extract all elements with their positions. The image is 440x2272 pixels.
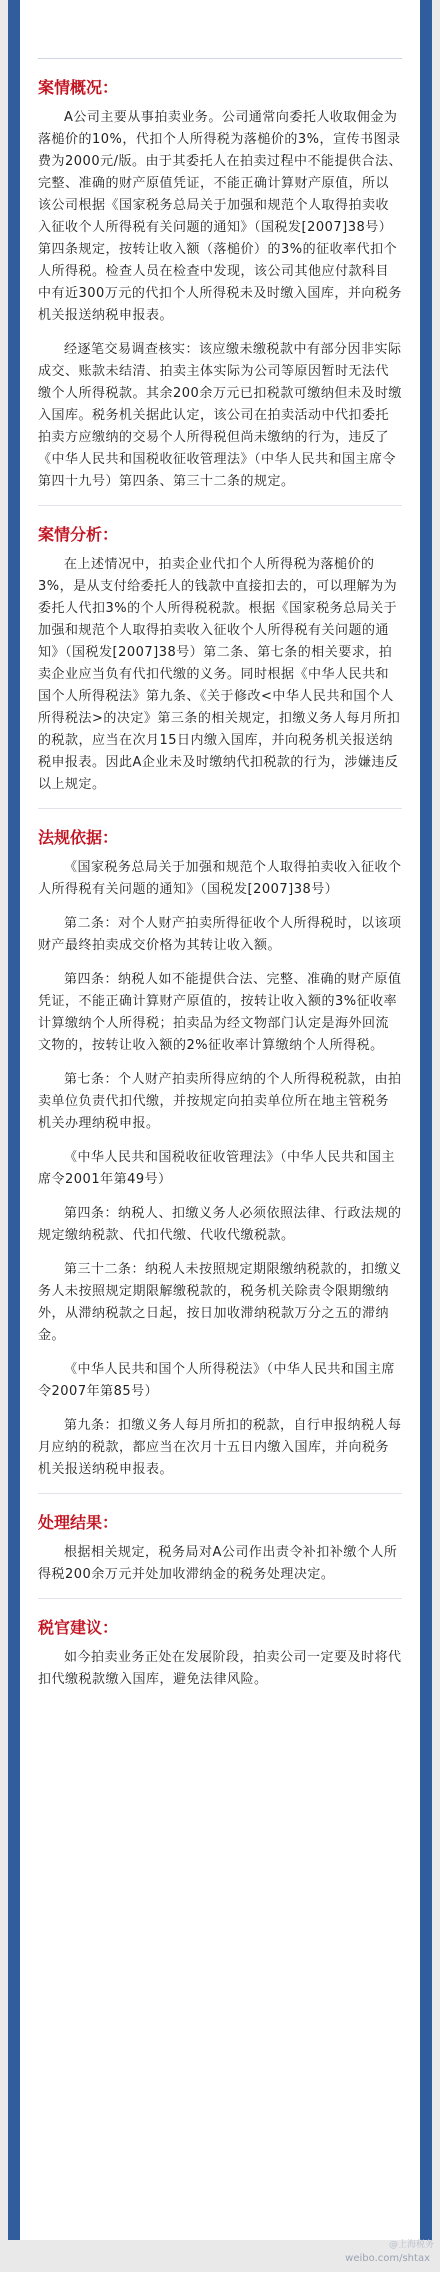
paragraph: 经逐笔交易调查核实：该应缴未缴税款中有部分因非实际成交、账款未结清、拍卖主体实际为公司等原因暂时无法代缴个人所得税款。其余200余万元已扣税款可缴纳但未及时缴入国库。税务机关据此认定，该公司在拍卖活动中代扣委托拍卖方应缴纳的交易个人所得税但尚未缴纳的行为，违反了《中华人民共和国税收征收管理法》（中华人民共和国主席令第四十九号）第四条、第三十二条的规定。 [38, 342, 402, 489]
article-body [38, 58, 402, 2228]
heading-legal-basis: 法规依据： [38, 828, 119, 847]
law-title: 《中华人民共和国税收征收管理法》（中华人民共和国主席令2001年第49号） [38, 1150, 396, 1187]
watermark-url: weibo.com/shtax [345, 2253, 430, 2264]
section-case-overview [38, 77, 402, 493]
divider [38, 1598, 402, 1599]
heading-result: 处理结果： [38, 1513, 119, 1532]
heading-case-overview: 案情概况： [38, 78, 119, 97]
top-band [20, 0, 420, 58]
section-case-analysis [38, 524, 402, 796]
paragraph: A公司主要从事拍卖业务。公司通常向委托人收取佣金为落槌价的10%，代扣个人所得税为落槌价的3%，宣传书图录费为2000元/版。由于其委托人在拍卖过程中不能提供合法、完整、准确的财产原值凭证，不能正确计算财产原值，所以该公司根据《国家税务总局关于加强和规范个人取得拍卖收入征收个人所得税有关问题的通知》（国税发[2007]38号）第四条规定，按转让收入额（落槌价）的3%的征收率代扣个人所得税。检查人员在检查中发现，该公司其他应付款科目中有近300万元的代扣个人所得税未及时缴入国库，并向税务机关报送纳税申报表。 [38, 110, 402, 323]
divider [38, 808, 402, 809]
law-item: 第九条：扣缴义务人每月所扣的税款，自行申报纳税人每月应纳的税款，都应当在次月十五日内缴入国库，并向税务机关报送纳税申报表。 [38, 1418, 402, 1477]
section-advice [38, 1617, 402, 1691]
section-legal-basis [38, 827, 402, 1481]
law-item: 第三十二条：纳税人未按照规定期限缴纳税款的，扣缴义务人未按照规定期限解缴税款的，税务机关除责令限期缴纳外，从滞纳税款之日起，按日加收滞纳税款万分之五的滞纳金。 [38, 1262, 402, 1343]
divider [38, 1493, 402, 1494]
heading-advice: 税官建议： [38, 1618, 119, 1637]
paragraph: 如今拍卖业务正处在发展阶段，拍卖公司一定要及时将代扣代缴税款缴入国库，避免法律风险。 [38, 1650, 402, 1687]
law-title: 《国家税务总局关于加强和规范个人取得拍卖收入征收个人所得税有关问题的通知》（国税发[2007]38号） [38, 860, 402, 897]
weibo-handle: @上海税务 [388, 2240, 434, 2250]
law-item: 第四条：纳税人如不能提供合法、完整、准确的财产原值凭证，不能正确计算财产原值的，按转让收入额的3%征收率计算缴纳个人所得税；拍卖品为经文物部门认定是海外回流文物的，按转让收入额的2%征收率计算缴纳个人所得税。 [38, 972, 402, 1053]
law-item: 第二条：对个人财产拍卖所得征收个人所得税时，以该项财产最终拍卖成交价格为其转让收入额。 [38, 916, 402, 953]
law-item: 第七条：个人财产拍卖所得应纳的个人所得税税款，由拍卖单位负责代扣代缴，并按规定向拍卖单位所在地主管税务机关办理纳税申报。 [38, 1072, 402, 1131]
law-title: 《中华人民共和国个人所得税法》（中华人民共和国主席令2007年第85号） [38, 1362, 396, 1399]
section-result [38, 1512, 402, 1586]
divider [38, 505, 402, 506]
law-item: 第四条：纳税人、扣缴义务人必须依照法律、行政法规的规定缴纳税款、代扣代缴、代收代缴税款。 [38, 1206, 402, 1243]
paragraph: 根据相关规定，税务局对A公司作出责令补扣补缴个人所得税200余万元并处加收滞纳金的税务处理决定。 [38, 1545, 398, 1582]
heading-case-analysis: 案情分析： [38, 525, 119, 544]
article-page [8, 0, 432, 2240]
paragraph: 在上述情况中，拍卖企业代扣个人所得税为落槌价的3%，是从支付给委托人的钱款中直接扣去的，可以理解为为委托人代扣3%的个人所得税税款。根据《国家税务总局关于加强和规范个人取得拍卖收入征收个人所得税有关问题的通知》（国税发[2007]38号）第二条、第七条的相关要求，拍卖企业应当负有代扣代缴的义务。同时根据《中华人民共和国个人所得税法》第九条、《关于修改<中华人民共和国个人所得税法>的决定》第三条的相关规定，扣缴义务人每月所扣的税款，应当在次月15日内缴入国库，并向税务机关报送纳税申报表。因此A企业未及时缴纳代扣税款的行为，涉嫌违反以上规定。 [38, 557, 401, 792]
